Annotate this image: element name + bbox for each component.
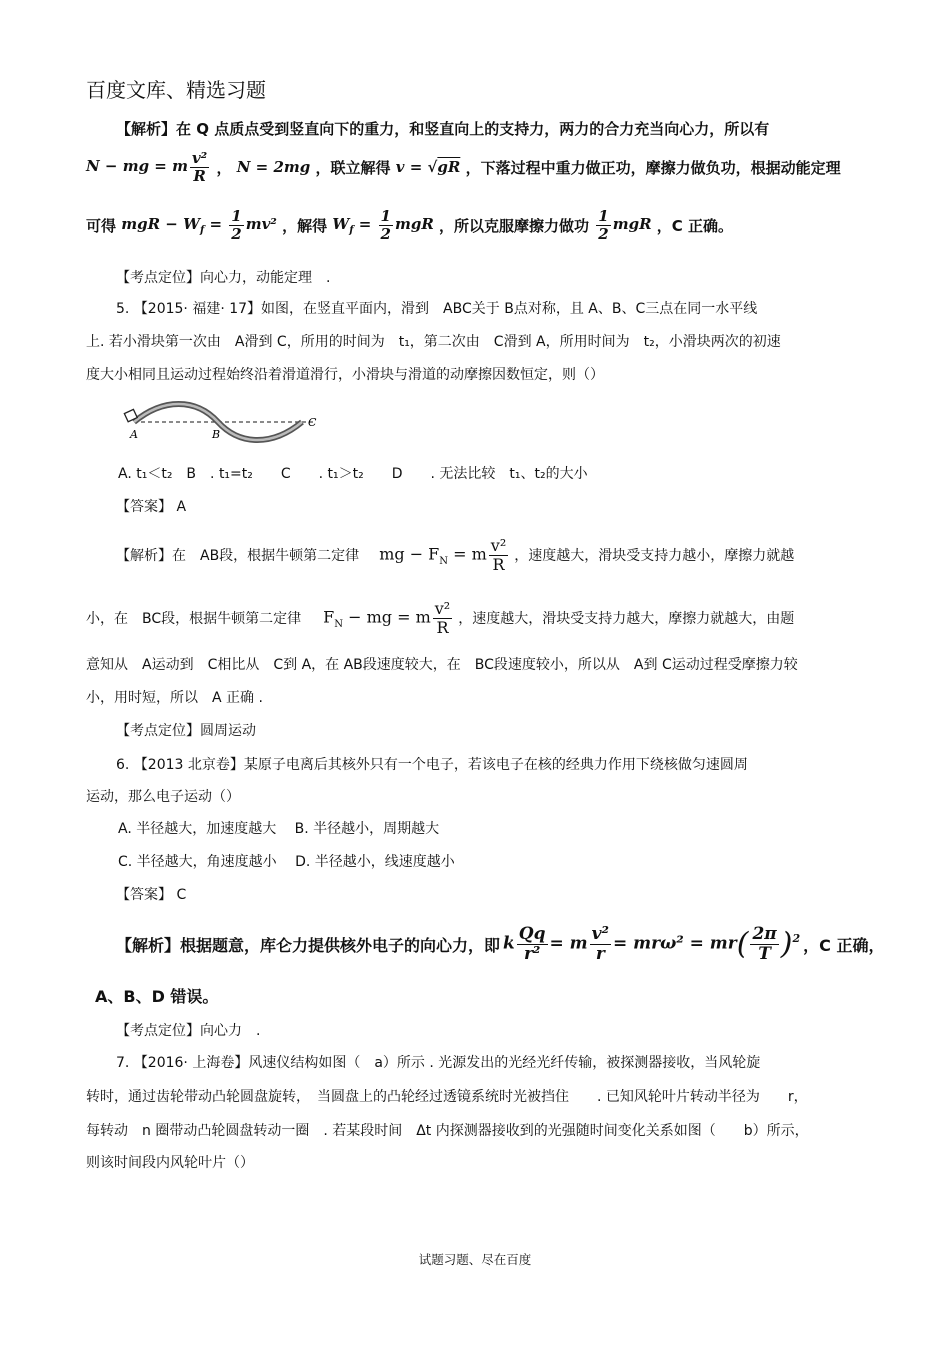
- q5-line1: 5. 【2015· 福建· 17】如图，在竖直平面内，滑到 ABC关于 B点对称，且 A、B、C三点在同一水平线: [116, 301, 758, 317]
- text-segment: ，C 正确。: [656, 216, 734, 235]
- text-segment: 【解析】根据题意，库仑力提供核外电子的向心力，即: [116, 935, 501, 955]
- q5-answer: 【答案】 A: [116, 499, 187, 515]
- text-segment: ，所以克服摩擦力做功: [439, 216, 590, 235]
- q5-expl-line2: [86, 593, 794, 643]
- label-a: A: [130, 428, 138, 441]
- equation-normal-force: N = 2mg: [236, 158, 311, 176]
- equation-ab-segment: mg − $F_N = m$ $\frac{\text{v²}}{R}$: [379, 535, 507, 574]
- q5-expl-line1: [116, 530, 794, 580]
- text-segment: ，速度越大，滑块受支持力越小，摩擦力就越: [514, 548, 795, 564]
- page-header: 百度文库、精选习题: [86, 78, 266, 102]
- q6-kaodian: 【考点定位】向心力 .: [116, 1023, 261, 1039]
- q6-options-cd: C. 半径越大，角速度越小 D. 半径越小，线速度越小: [118, 854, 455, 870]
- q5-line2: 上. 若小滑块第一次由 A滑到 C，所用的时间为 t₁，第二次由 C滑到 A，所用时间为 t₂，小滑块两次的初速: [86, 334, 781, 350]
- page-footer: 试题习题、尽在百度: [418, 1252, 532, 1267]
- equation-work: $W_f$ = $\frac{1}{2}$ mgR: [332, 207, 434, 243]
- equation-half-mgr: $\frac{1}{2}$ mgR: [598, 207, 652, 243]
- slide-figure: [118, 396, 328, 446]
- kaodian: 【考点定位】向心力，动能定理 .: [116, 270, 331, 286]
- label-c: C: [308, 416, 317, 429]
- q7-line3: 每转动 n 圈带动凸轮圆盘转动一圈 . 若某段时间 Δt 内探测器接收到的光强随时间变化关系如图（ b）所示，: [86, 1123, 809, 1139]
- q7-line2: 转时，通过齿轮带动凸轮圆盘旋转， 当圆盘上的凸轮经过透镜系统时光被挡住 . 已知风轮叶片转动半径为 r，: [86, 1089, 808, 1105]
- q5-expl-line4: 小，用时短，所以 A 正确 .: [86, 690, 263, 706]
- q6-expl-line1: [116, 916, 884, 972]
- q5-line3: 度大小相同且运动过程始终沿着滑道滑行，小滑块与滑道的动摩擦因数恒定，则（）: [86, 367, 604, 383]
- equation-energy: mgR − $W_f$ = $\frac{1}{2}$ mv²: [121, 207, 277, 243]
- q6-options-ab: A. 半径越大，加速度越大 B. 半径越小，周期越大: [118, 821, 440, 837]
- q6-answer: 【答案】 C: [116, 887, 187, 903]
- q5-options: A. t₁＜t₂ B . t₁=t₂ C . t₁＞t₂ D . 无法比较 t₁、t₂的大小: [118, 466, 588, 482]
- text-segment: 可得: [86, 216, 117, 235]
- text-segment: 【解析】在 AB段，根据牛顿第二定律: [116, 548, 360, 564]
- q7-line4: 则该时间段内风轮叶片（）: [86, 1155, 254, 1171]
- equation-newton: N − mg = m $\frac{\text{v²}}{R}$: [86, 149, 208, 185]
- text-segment: ，解得: [282, 216, 328, 235]
- equation-velocity: v = √gR: [395, 158, 461, 176]
- analysis-work-line: [86, 208, 733, 242]
- text-segment: ，下落过程中重力做正功，摩擦力做负功，根据动能定理: [465, 158, 841, 177]
- q5-expl-line3: 意知从 A运动到 C相比从 C到 A，在 AB段速度较大，在 BC段速度较小，所以从 A到 C运动过程受摩擦力较: [86, 657, 798, 673]
- text-segment: 小，在 BC段，根据牛顿第二定律: [86, 611, 302, 627]
- q6-expl-line2: A、B、D 错误。: [95, 987, 219, 1006]
- q7-line1: 7. 【2016· 上海卷】风速仪结构如图（ a）所示 . 光源发出的光经光纤传输，被探测器接收，当风轮旋: [116, 1055, 761, 1071]
- analysis-equation-line: N − mg = m $\frac{\text{v²}}{R}$ ， N = 2mg ，联立解得 v = √gR ，下落过程中重力做正功，摩擦力做负功，根据动能定理: [86, 149, 841, 185]
- q5-kaodian: 【考点定位】圆周运动: [116, 723, 256, 739]
- text-segment: ，速度越大，滑块受支持力越大，摩擦力就越大，由题: [458, 611, 795, 627]
- equation-bc-segment: $F_N$ − mg = m $\frac{\text{v²}}{R}$: [323, 598, 451, 637]
- label-b: B: [212, 428, 221, 441]
- equation-coulomb: k $\frac{Qq}{\text{r²}}$ = m $\frac{\text{v²}}{r}$ = mrω² = mr( $\frac{2\pi}{T}$ )$^2$: [503, 923, 801, 964]
- q6-line2: 运动，那么电子运动（）: [86, 789, 240, 805]
- q6-line1: 6. 【2013 北京卷】某原子电离后其核外只有一个电子，若该电子在核的经典力作用下绕核做匀速圆周: [116, 757, 748, 773]
- text-segment: ，C 正确，: [803, 935, 885, 955]
- analysis-paragraph: 【解析】在 Q 点质点受到竖直向下的重力，和竖直向上的支持力，两力的合力充当向心力，所以有: [116, 120, 770, 138]
- text-segment: ，联立解得: [315, 158, 391, 177]
